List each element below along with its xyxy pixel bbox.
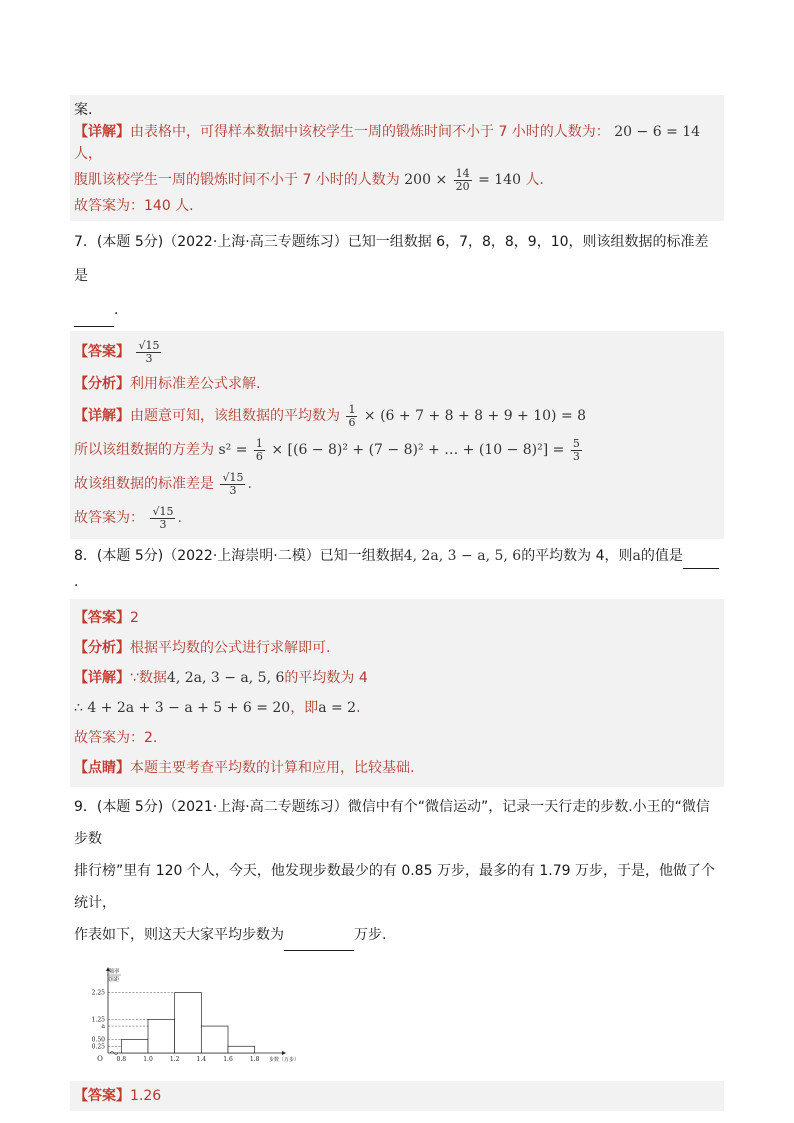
y-tick-label: 0.50 bbox=[91, 1036, 105, 1044]
question-9-stem: 9．(本题 5分)（2021·上海·高二专题练习）微信中有个“微信运动”，记录一天行走的步数.小王的“微信步数 排行榜”里有 120 个人，今天，他发现步数最少的有 0.85 万步，最多的有 1.79 万步，于是，他做了个统计， 作表如下，则这天大家平均步数为 万步. bbox=[70, 787, 724, 955]
continued-text: 案. bbox=[74, 102, 93, 118]
detail-tag: 【详解】 bbox=[74, 124, 130, 140]
q7-answer-fraction: $\frac{√15}{3}$ bbox=[138, 338, 160, 365]
y-tick-label: 1.25 bbox=[91, 1016, 105, 1024]
y-tick-label: 0.25 bbox=[91, 1043, 105, 1051]
histogram-bar bbox=[148, 1019, 175, 1053]
q8-comment: 【点睛】本题主要考查平均数的计算和应用，比较基础. bbox=[74, 760, 415, 776]
question-7-stem: 7．(本题 5分)（2022·上海·高三专题练习）已知一组数据 6，7，8，8，9，10，则该组数据的标准差是 . bbox=[70, 221, 724, 331]
solution-band-q6 bbox=[70, 95, 724, 221]
detail-math: 20 − 6 = 14 bbox=[614, 124, 701, 140]
histogram-bar bbox=[228, 1046, 255, 1053]
answer-blank bbox=[74, 326, 114, 327]
q8-final: 故答案为：2. bbox=[74, 730, 158, 746]
estimate-text: 腹肌该校学生一周的锻炼时间不小于 7 小时的人数为 bbox=[74, 172, 400, 188]
estimate-math-b: = 140 bbox=[478, 172, 521, 188]
question-8-stem: 8．(本题 5分)（2022·上海崇明·二模）已知一组数据4, 2a, 3 − a, 5, 6的平均数为 4，则a的值是. bbox=[70, 539, 724, 599]
q7-answer: 【答案】 $\frac{√15}{3}$ bbox=[74, 338, 160, 365]
y-tick-label: a bbox=[101, 1023, 105, 1031]
x-tick-label: 1.8 bbox=[249, 1056, 260, 1063]
q7-final: 故答案为： $\frac{√15}{3}$ . bbox=[74, 504, 182, 531]
y-label-top: 频率 bbox=[108, 969, 120, 975]
histogram-bar bbox=[201, 1026, 228, 1053]
solution-band-q7 bbox=[70, 331, 724, 539]
histogram-figure bbox=[70, 955, 724, 1081]
x-tick-label: 1.0 bbox=[143, 1056, 153, 1063]
estimate-line bbox=[74, 165, 720, 195]
x-tick-label: 1.4 bbox=[196, 1056, 207, 1063]
histogram-chart bbox=[80, 961, 300, 1071]
x-tick-label: 1.6 bbox=[223, 1056, 233, 1063]
histogram-bar bbox=[121, 1040, 148, 1053]
q7-std: 故该组数据的标准差是 $\frac{√15}{3}$ . bbox=[74, 470, 252, 497]
q8-analysis: 【分析】根据平均数的公式进行求解即可. bbox=[74, 640, 331, 656]
origin-label: O bbox=[97, 1055, 103, 1063]
solution-band-q8 bbox=[70, 599, 724, 787]
solution-band-q9: 【答案】1.26 bbox=[70, 1081, 724, 1111]
y-label-bottom: 组距 bbox=[108, 977, 120, 983]
x-tick-label: 1.2 bbox=[169, 1056, 180, 1063]
x-axis-arrow bbox=[282, 1051, 286, 1055]
detail-text: 由表格中，可得样本数据中该校学生一周的锻炼时间不小于 7 小时的人数为： bbox=[130, 124, 610, 140]
estimate-fraction: $\frac{14}{20}$ bbox=[455, 166, 470, 193]
histogram-bar bbox=[175, 992, 202, 1053]
q8-calc: ∴ 4 + 2a + 3 − a + 5 + 6 = 20，即a = 2. bbox=[74, 700, 361, 716]
detail-unit: 人， bbox=[74, 146, 102, 162]
estimate-math-a: 200 × bbox=[404, 172, 448, 188]
y-tick-label: 2.25 bbox=[91, 989, 105, 997]
answer-blank bbox=[683, 568, 719, 569]
q7-detail: 【详解】由题意可知，该组数据的平均数为 $\frac{1}{6}$ × (6 + 7 + 8 + 8 + 9 + 10) = 8 bbox=[74, 402, 587, 429]
detail-line bbox=[74, 121, 720, 165]
x-axis-label: 步数（万步） bbox=[268, 1057, 300, 1063]
x-tick-label: 0.8 bbox=[116, 1056, 127, 1063]
estimate-unit: 人. bbox=[525, 172, 544, 188]
q7-variance: 所以该组数据的方差为 s² = $\frac{1}{6}$ × [(6 − 8)² + (7 − 8)² + … + (10 − 8)²] = $\frac{5}{3}$ bbox=[74, 436, 580, 463]
q7-analysis: 【分析】利用标准差公式求解. bbox=[74, 376, 261, 392]
q8-detail: 【详解】∵数据4, 2a, 3 − a, 5, 6的平均数为 4 bbox=[74, 670, 368, 686]
document-page bbox=[70, 95, 724, 1111]
answer-line: 故答案为：140 人. bbox=[74, 198, 194, 214]
answer-blank bbox=[284, 950, 354, 951]
q8-answer: 【答案】2 bbox=[74, 610, 139, 626]
